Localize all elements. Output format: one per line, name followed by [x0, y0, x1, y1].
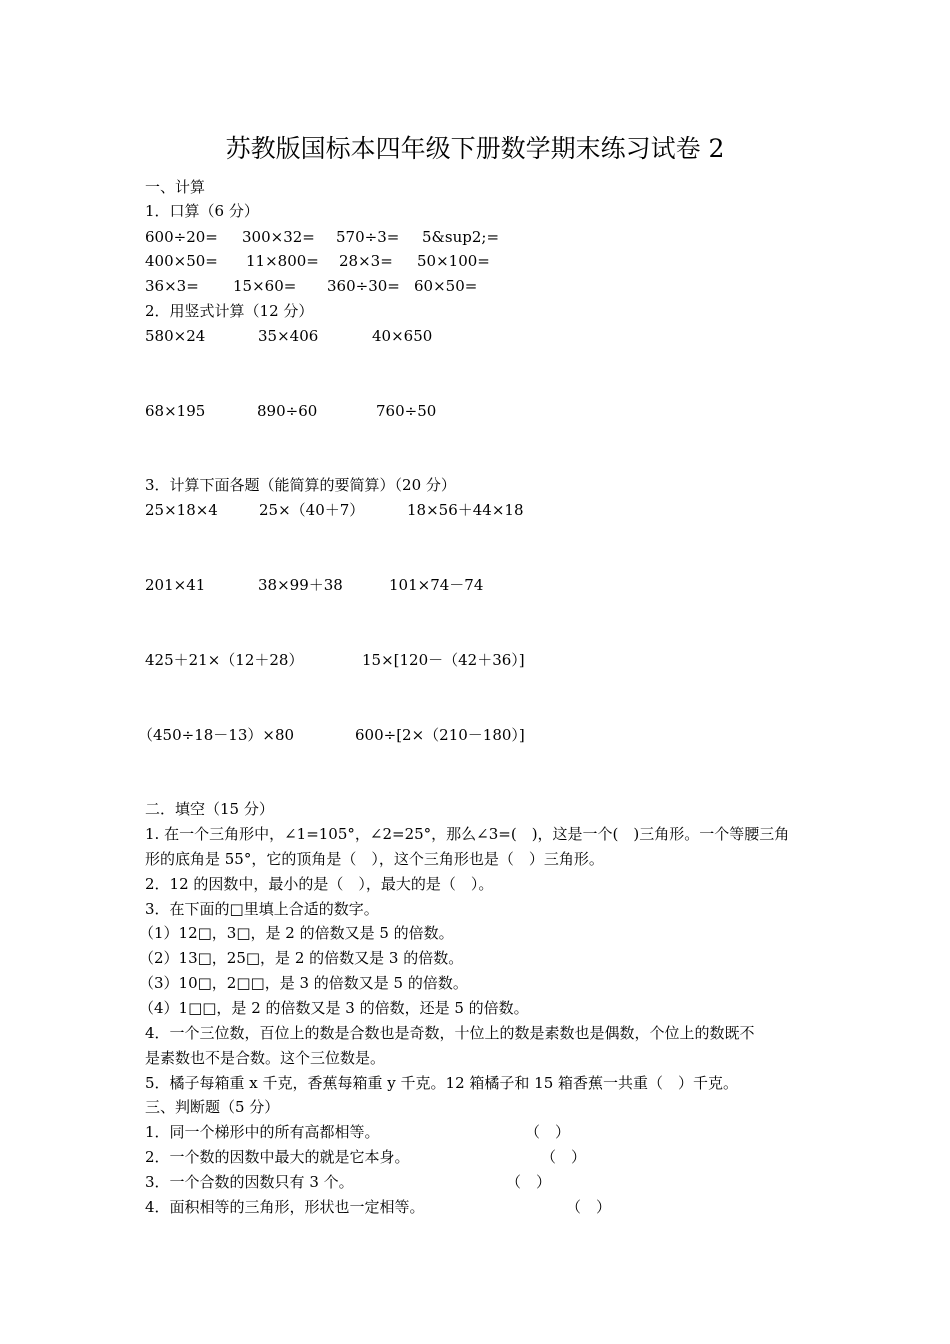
fill-line: （2）13□，25□，是 2 的倍数又是 3 的倍数。 — [139, 949, 464, 967]
fill-line: 4．一个三位数，百位上的数是合数也是奇数，十位上的数是素数也是偶数，个位上的数既不 — [145, 1024, 755, 1042]
q3-cell: 600÷[2×（210－180）] — [355, 726, 525, 744]
q1-cell: 570÷3= — [336, 228, 400, 246]
section-3-heading: 三、判断题（5 分） — [145, 1098, 280, 1116]
judge-text: 2．一个数的因数中最大的就是它本身。 — [145, 1148, 410, 1166]
section-1-heading: 一、计算 — [145, 178, 206, 196]
fill-line: 是素数也不是合数。这个三位数是。 — [145, 1049, 386, 1067]
judge-text: 3．一个合数的因数只有 3 个。 — [145, 1173, 354, 1191]
q1-cell: 600÷20= — [145, 228, 218, 246]
q1-cell: 36×3= — [145, 277, 199, 295]
q2-cell: 40×650 — [372, 327, 433, 345]
q1-cell: 300×32= — [242, 228, 315, 246]
q2-cell: 760÷50 — [376, 402, 437, 420]
q3-cell: （450÷18－13）×80 — [138, 726, 295, 744]
q2-cell: 580×24 — [145, 327, 206, 345]
judge-mark: （ ） — [566, 1198, 612, 1216]
judge-text: 4．面积相等的三角形，形状也一定相等。 — [145, 1198, 425, 1216]
q3-cell: 101×74－74 — [389, 576, 484, 594]
fill-line: 5．橘子每箱重 x 千克，香蕉每箱重 y 千克。12 箱橘子和 15 箱香蕉一共重（ ）千克。 — [145, 1074, 739, 1092]
fill-line: 形的底角是 55°，它的顶角是（ ），这个三角形也是（ ）三角形。 — [145, 850, 604, 868]
q1-cell: 60×50= — [414, 277, 478, 295]
q2-cell: 890÷60 — [257, 402, 318, 420]
q3-cell: 25×18×4 — [145, 501, 218, 519]
judge-item — [145, 1171, 552, 1193]
q1-cell: 15×60= — [233, 277, 297, 295]
page-title: 苏教版国标本四年级下册数学期末练习试卷 2 — [225, 134, 725, 163]
judge-item — [145, 1196, 612, 1218]
judge-mark: （ ） — [506, 1173, 552, 1191]
q1-label: 1．口算（6 分） — [145, 202, 259, 220]
q2-cell: 68×195 — [145, 402, 206, 420]
judge-item — [145, 1121, 571, 1143]
fill-line: 1. 在一个三角形中，∠1=105°，∠2=25°，那么∠3=( )，这是一个( )三角形。一个等腰三角 — [145, 825, 790, 843]
fill-line: （4）1□□，是 2 的倍数又是 3 的倍数，还是 5 的倍数。 — [139, 999, 529, 1017]
judge-mark: （ ） — [525, 1123, 571, 1141]
q1-cell: 360÷30= — [327, 277, 400, 295]
judge-item — [145, 1146, 587, 1168]
q3-cell: 18×56＋44×18 — [407, 501, 524, 519]
q3-cell: 25×（40＋7） — [259, 501, 365, 519]
judge-text: 1．同一个梯形中的所有高都相等。 — [145, 1123, 380, 1141]
fill-line: 2．12 的因数中，最小的是（ ），最大的是（ ）。 — [145, 875, 494, 893]
fill-line: 3．在下面的□里填上合适的数字。 — [145, 900, 379, 918]
q3-cell: 425＋21×（12＋28） — [145, 651, 304, 669]
fill-line: （3）10□，2□□，是 3 的倍数又是 5 的倍数。 — [139, 974, 468, 992]
q1-cell: 28×3= — [339, 252, 393, 270]
q1-cell: 50×100= — [417, 252, 490, 270]
q1-cell: 5&sup2;= — [422, 228, 500, 246]
q1-cell: 400×50= — [145, 252, 218, 270]
fill-line: （1）12□，3□，是 2 的倍数又是 5 的倍数。 — [139, 924, 454, 942]
q3-label: 3．计算下面各题（能简算的要简算）（20 分） — [145, 476, 456, 494]
q3-cell: 201×41 — [145, 576, 206, 594]
q2-cell: 35×406 — [258, 327, 319, 345]
q1-cell: 11×800= — [246, 252, 319, 270]
q3-cell: 38×99＋38 — [258, 576, 343, 594]
q2-label: 2．用竖式计算（12 分） — [145, 302, 314, 320]
q3-cell: 15×[120－（42＋36）] — [362, 651, 525, 669]
judge-mark: （ ） — [541, 1148, 587, 1166]
section-2-heading: 二．填空（15 分） — [145, 800, 274, 818]
